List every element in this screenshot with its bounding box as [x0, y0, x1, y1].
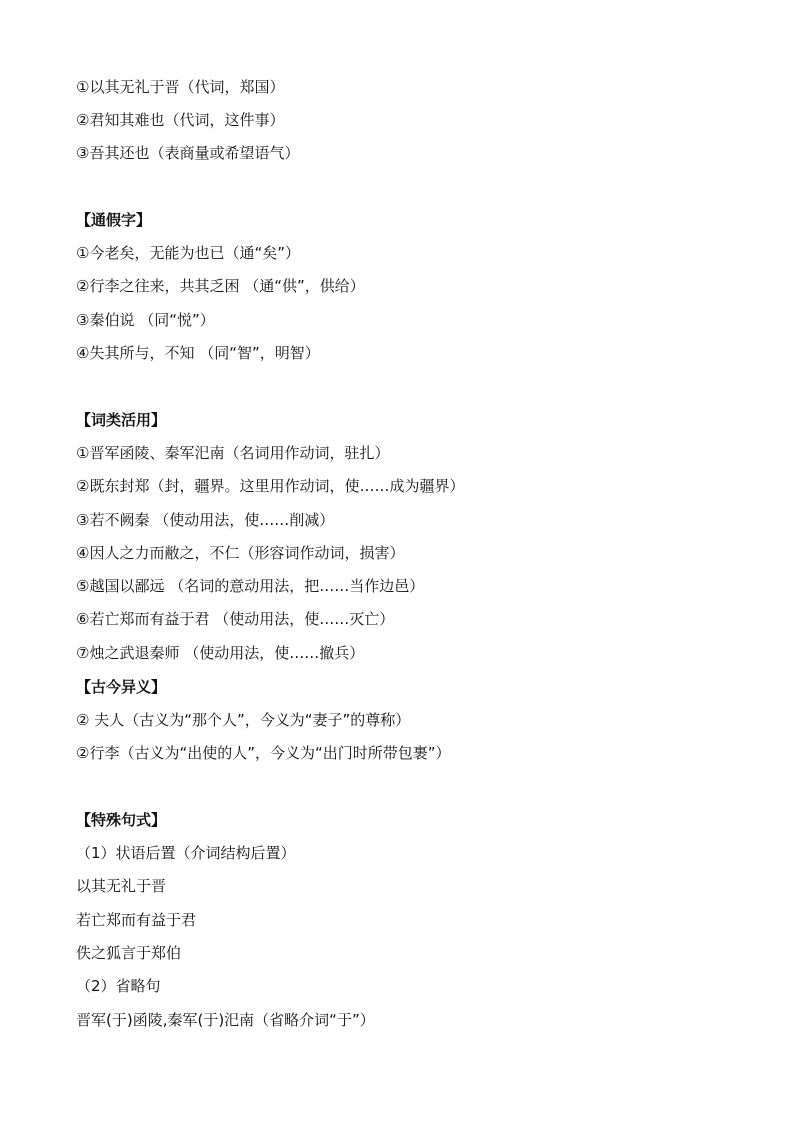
teshu-item-3: 若亡郑而有益于君 [76, 911, 197, 929]
tongjiazi-item-3: ③秦伯说 （同“悦”） [76, 311, 215, 329]
teshu-item-1: （1）状语后置（介词结构后置） [76, 844, 296, 862]
teshu-heading: 【特殊句式】 [76, 811, 167, 829]
pronoun-item-1: ①以其无礼于晋（代词，郑国） [76, 78, 285, 96]
teshu-item-2: 以其无礼于晋 [76, 877, 167, 895]
teshu-item-5: （2）省略句 [76, 977, 161, 995]
gujin-heading: 【古今异义】 [76, 678, 167, 696]
cilei-item-1: ①晋军函陵、秦军汜南（名词用作动词，驻扎） [76, 444, 390, 462]
cilei-heading: 【词类活用】 [76, 411, 167, 429]
gujin-item-1: ② 夫人（古义为“那个人”，今义为“妻子”的尊称） [76, 711, 411, 729]
pronoun-item-2: ②君知其难也（代词，这件事） [76, 111, 285, 129]
teshu-item-6: 晋军(于)函陵,秦军(于)汜南（省略介词“于”） [76, 1011, 375, 1029]
pronoun-item-3: ③吾其还也（表商量或希望语气） [76, 144, 300, 162]
cilei-item-6: ⑥若亡郑而有益于君 （使动用法，使……灭亡） [76, 610, 395, 628]
tongjiazi-item-1: ①今老矣，无能为也已（通“矣”） [76, 244, 300, 262]
tongjiazi-item-2: ②行李之往来，共其乏困 （通“供”，供给） [76, 277, 365, 295]
gujin-item-2: ②行李（古义为“出使的人”，今义为“出门时所带包裹”） [76, 744, 451, 762]
cilei-item-5: ⑤越国以鄙远 （名词的意动用法，把……当作边邑） [76, 577, 425, 595]
cilei-item-3: ③若不阙秦 （使动用法，使……削减） [76, 511, 335, 529]
tongjiazi-heading: 【通假字】 [76, 211, 152, 229]
cilei-item-2: ②既东封郑（封，疆界。这里用作动词，使……成为疆界） [76, 477, 465, 495]
teshu-item-4: 佚之狐言于郑伯 [76, 944, 182, 962]
cilei-item-4: ④因人之力而敝之，不仁（形容词作动词，损害） [76, 544, 405, 562]
tongjiazi-item-4: ④失其所与，不知 （同“智”，明智） [76, 344, 320, 362]
cilei-item-7: ⑦烛之武退秦师 （使动用法，使……撤兵） [76, 644, 365, 662]
